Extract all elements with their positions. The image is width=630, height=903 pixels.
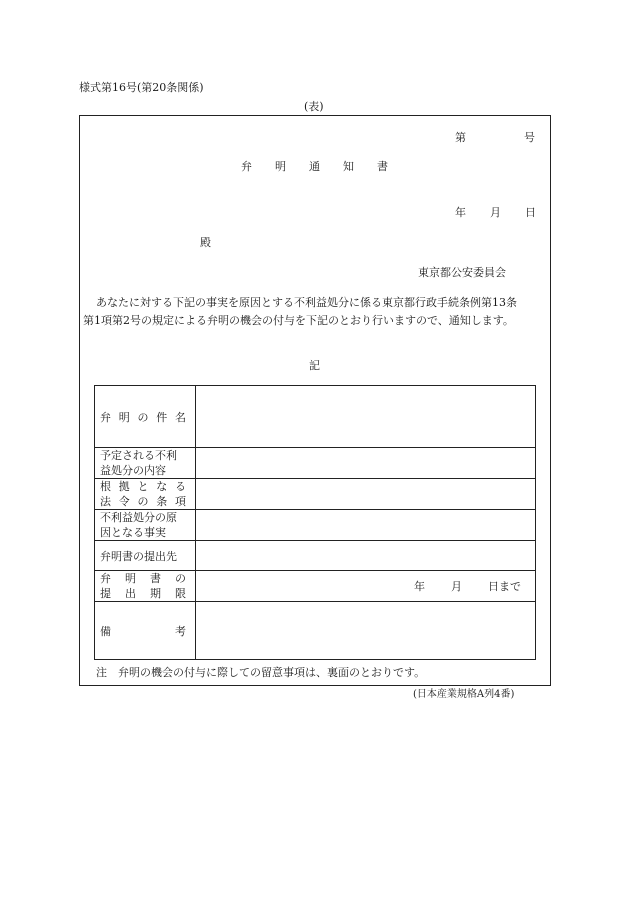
addressee-suffix: 殿 (200, 236, 211, 249)
details-table (94, 385, 536, 660)
date-day: 日 (525, 206, 536, 219)
deadline-label (95, 571, 196, 602)
deadline-until: 日まで (488, 580, 521, 593)
label-line-2: 因となる事実 (100, 526, 166, 539)
ki-label: 記 (309, 359, 320, 372)
subject-field[interactable] (196, 386, 536, 448)
label-char: の (137, 495, 149, 508)
submission-destination-label (95, 541, 196, 571)
label-char: 明 (118, 410, 130, 424)
label-char: の (175, 572, 186, 585)
doc-number-suffix: 号 (524, 131, 535, 144)
title-char-2: 明 (275, 160, 286, 173)
label-text: 弁明書の提出先 (100, 549, 177, 563)
label-char: 限 (175, 587, 186, 600)
label-char: 考 (175, 624, 186, 638)
title-char-4: 知 (343, 160, 354, 173)
label-char: 明 (125, 572, 136, 585)
deadline-year: 年 (414, 580, 425, 593)
form-number: 様式第16号(第20条関係) (79, 81, 204, 94)
label-char: 名 (175, 410, 186, 424)
label-char: と (137, 480, 149, 493)
label-char: 書 (150, 572, 161, 585)
legal-basis-label (95, 479, 196, 510)
table-row (95, 479, 536, 510)
table-row (95, 448, 536, 479)
title-char-1: 弁 (241, 160, 252, 173)
label-char: 法 (100, 495, 111, 508)
body-line-1: あなたに対する下記の事実を原因とする不利益処分に係る東京都行政手続条例第13条 (96, 296, 517, 309)
label-char: 提 (100, 587, 111, 600)
label-line-1: 不利益処分の原 (100, 511, 177, 524)
submission-destination-field[interactable] (196, 541, 536, 571)
deadline-field[interactable] (196, 571, 536, 602)
title-char-5: 書 (377, 160, 388, 173)
table-row (95, 510, 536, 541)
label-char: 弁 (100, 572, 111, 585)
cause-facts-field[interactable] (196, 510, 536, 541)
subject-label (95, 386, 196, 448)
label-char: 条 (156, 495, 168, 508)
label-char: 出 (125, 587, 136, 600)
doc-number-prefix: 第 (455, 131, 466, 144)
title-char-3: 通 (309, 160, 320, 173)
legal-basis-field[interactable] (196, 479, 536, 510)
label-char: 件 (156, 410, 168, 424)
side-label: (表) (304, 100, 324, 113)
label-char: 項 (175, 495, 186, 508)
label-char: 令 (118, 495, 130, 508)
label-line-2: 益処分の内容 (100, 464, 166, 477)
label-char: の (137, 410, 149, 424)
remarks-label (95, 602, 196, 660)
planned-disposition-field[interactable] (196, 448, 536, 479)
label-char: 備 (100, 624, 111, 638)
table-row (95, 571, 536, 602)
label-char: 期 (150, 587, 161, 600)
body-line-2: 第1項第2号の規定による弁明の機会の付与を下記のとおり行いますので、通知します。 (83, 314, 514, 327)
label-char: 拠 (118, 480, 130, 493)
note-text: 注 弁明の機会の付与に際しての留意事項は、裏面のとおりです。 (96, 666, 426, 679)
issuer: 東京都公安委員会 (418, 266, 506, 279)
label-line-1: 予定される不利 (100, 449, 177, 462)
planned-disposition-label (95, 448, 196, 479)
remarks-field[interactable] (196, 602, 536, 660)
label-char: な (156, 480, 168, 493)
table-row (95, 541, 536, 571)
date-year: 年 (455, 206, 466, 219)
deadline-month: 月 (451, 580, 462, 593)
label-char: る (175, 480, 186, 493)
table-row (95, 602, 536, 660)
table-row (95, 386, 536, 448)
label-char: 根 (100, 480, 111, 493)
cause-facts-label (95, 510, 196, 541)
label-char: 弁 (100, 410, 111, 424)
date-month: 月 (490, 206, 501, 219)
paper-standard: (日本産業規格A列4番) (413, 689, 515, 700)
